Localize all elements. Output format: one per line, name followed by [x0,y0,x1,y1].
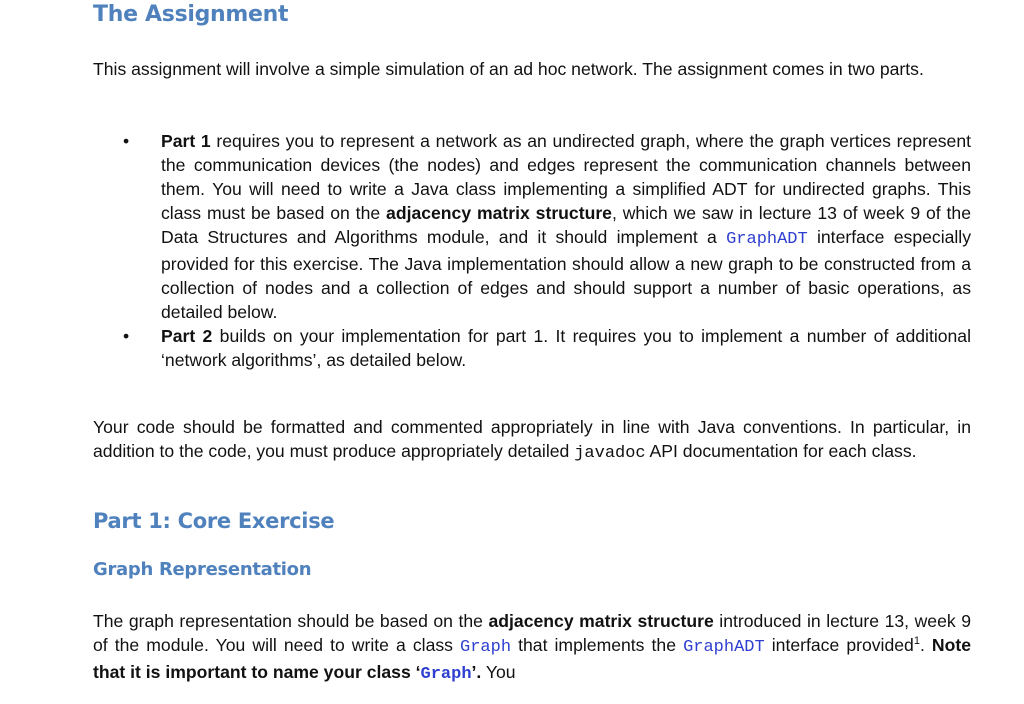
graph-para-adjacency-matrix: adjacency matrix structure [488,611,714,631]
graph-para-note-bold: Note that it is important to name your class ‘ [93,635,972,682]
graph-para-text-4: interface provided [764,635,914,655]
bullet-dot-2: • [123,326,130,346]
heading-part-1-core-exercise: Part 1: Core Exercise [93,509,335,533]
graphadt-code: GraphADT [683,638,765,657]
code-conventions-paragraph [93,415,971,466]
graph-class-code: Graph [460,638,512,657]
part-1-text-3: interface especially provided for this exercise. The Java implementation should allow a new graph to be constructed from a collection of nodes and a collection of edges and should support a number of basic operations, as detailed below. [161,227,971,322]
graph-representation-paragraph [93,609,971,687]
bullet-part-2 [123,324,971,372]
footnote-marker: 1 [913,635,920,648]
graph-para-close-quote: ’. [471,662,482,682]
code-para-text-1: Your code should be formatted and commented appropriately in line with Java conventions. In particular, in addition to the code, you must produce appropriately detailed [93,417,971,461]
part-2-label: Part 2 [161,326,213,346]
part-1-label: Part 1 [161,131,211,151]
graph-para-text-1: The graph representation should be based on the [93,611,489,631]
heading-the-assignment: The Assignment [93,2,289,27]
graph-para-text-3: that implements the [511,635,684,655]
part-1-graphadt-code: GraphADT [726,230,808,249]
graph-class-name-code: Graph [420,665,472,684]
part-1-adjacency-matrix: adjacency matrix structure [386,203,612,223]
bullet-part-1 [123,129,972,324]
graph-para-text-6: You [481,662,516,682]
part-1-text-1: requires you to represent a network as an undirected graph, where the graph vertices represent the communication devices (the nodes) and edges represent the communication channels between them. You will need to write a Java class implementing a simplified ADT for undirected graphs. This class must be based on the [161,131,972,223]
graph-para-text-2: introduced in lecture 13, week 9 of the module. You will need to write a class [93,611,971,655]
bullet-dot-1: • [123,131,130,151]
part-2-text-1: builds on your implementation for part 1. It requires you to implement a number of additional ‘network algorithms’, as detailed below. [161,326,971,370]
heading-graph-representation: Graph Representation [93,559,312,580]
javadoc-code: javadoc [574,444,646,463]
intro-paragraph: This assignment will involve a simple simulation of an ad hoc network. The assignment comes in two parts. [93,59,924,79]
part-1-text-2: , which we saw in lecture 13 of week 9 of the Data Structures and Algorithms module, and it should implement a [161,203,972,247]
code-para-text-2: API documentation for each class. [645,441,917,461]
parts-bullet-list [123,129,972,372]
graph-para-text-5: . [919,635,932,655]
